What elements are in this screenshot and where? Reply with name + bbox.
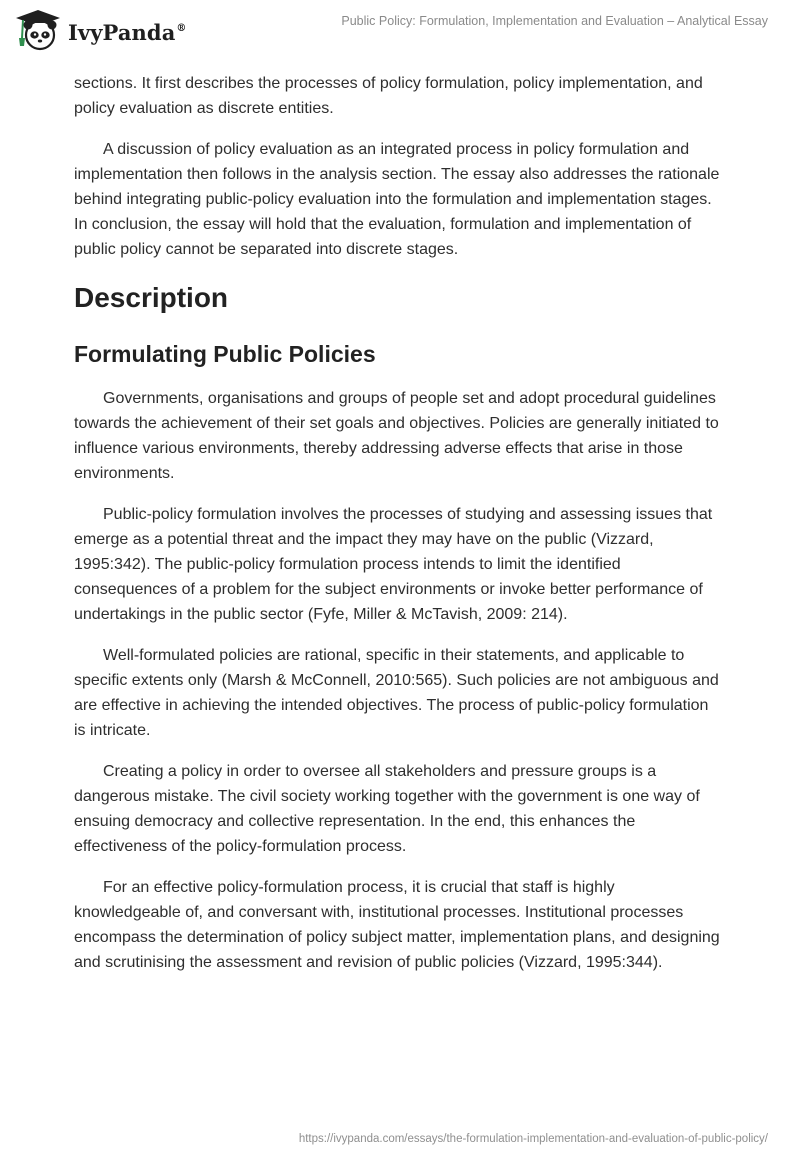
subsection-heading-formulating: Formulating Public Policies	[74, 341, 376, 367]
body-paragraph: Governments, organisations and groups of people set and adopt procedural guidelines towards the achievement of their set goals and objectives. Policies are generally initiated to influence various environments, thereby addressing adverse effects that arise in those environments.	[74, 390, 719, 482]
ivypanda-logo[interactable]	[14, 8, 187, 52]
panda-graduation-cap-icon	[14, 8, 62, 52]
body-paragraph: For an effective policy-formulation process, it is crucial that staff is highly knowledgeable of, and conversant with, institutional processes. Institutional processes encompass the determination of policy subject matter, implementation plans, and designing and scrutinising the assessment and revision of public policies (Vizzard, 1995:344).	[74, 879, 720, 971]
document-title: Public Policy: Formulation, Implementation and Evaluation – Analytical Essay	[341, 14, 768, 28]
source-url[interactable]: https://ivypanda.com/essays/the-formulation-implementation-and-evaluation-of-public-policy/	[298, 1133, 768, 1145]
body-paragraph: Creating a policy in order to oversee all stakeholders and pressure groups is a dangerous mistake. The civil society working together with the government is one way of ensuing democracy and collective representation. In the end, this enhances the effectiveness of the policy-formulation process.	[74, 763, 700, 855]
intro-paragraph: A discussion of policy evaluation as an integrated process in policy formulation and implementation then follows in the analysis section. The essay also addresses the rationale behind integrating public-policy evaluation into the formulation and implementation stages. In conclusion, the essay will hold that the evaluation, formulation and implementation of public policy cannot be separated into discrete stages.	[74, 141, 720, 258]
body-paragraph: Well-formulated policies are rational, specific in their statements, and applicable to specific extents only (Marsh & McConnell, 2010:565). Such policies are not ambiguous and are effective in achieving the intended objectives. The process of public-policy formulation is intricate.	[74, 647, 719, 739]
brand-name: IvyPanda®	[68, 19, 187, 45]
intro-paragraph-continued: sections. It first describes the processes of policy formulation, policy implementation, and policy evaluation as discrete entities.	[74, 75, 703, 117]
body-paragraph: Public-policy formulation involves the processes of studying and assessing issues that emerge as a potential threat and the impact they may have on the public (Vizzard, 1995:342). The public-policy formulation process intends to limit the identified consequences of a problem for the subject environments or invoke better performance of undertakings in the public sector (Fyfe, Miller & McTavish, 2009: 214).	[74, 506, 713, 623]
page-header	[0, 0, 800, 72]
section-heading-description: Description	[74, 282, 229, 313]
essay-content	[74, 71, 724, 991]
